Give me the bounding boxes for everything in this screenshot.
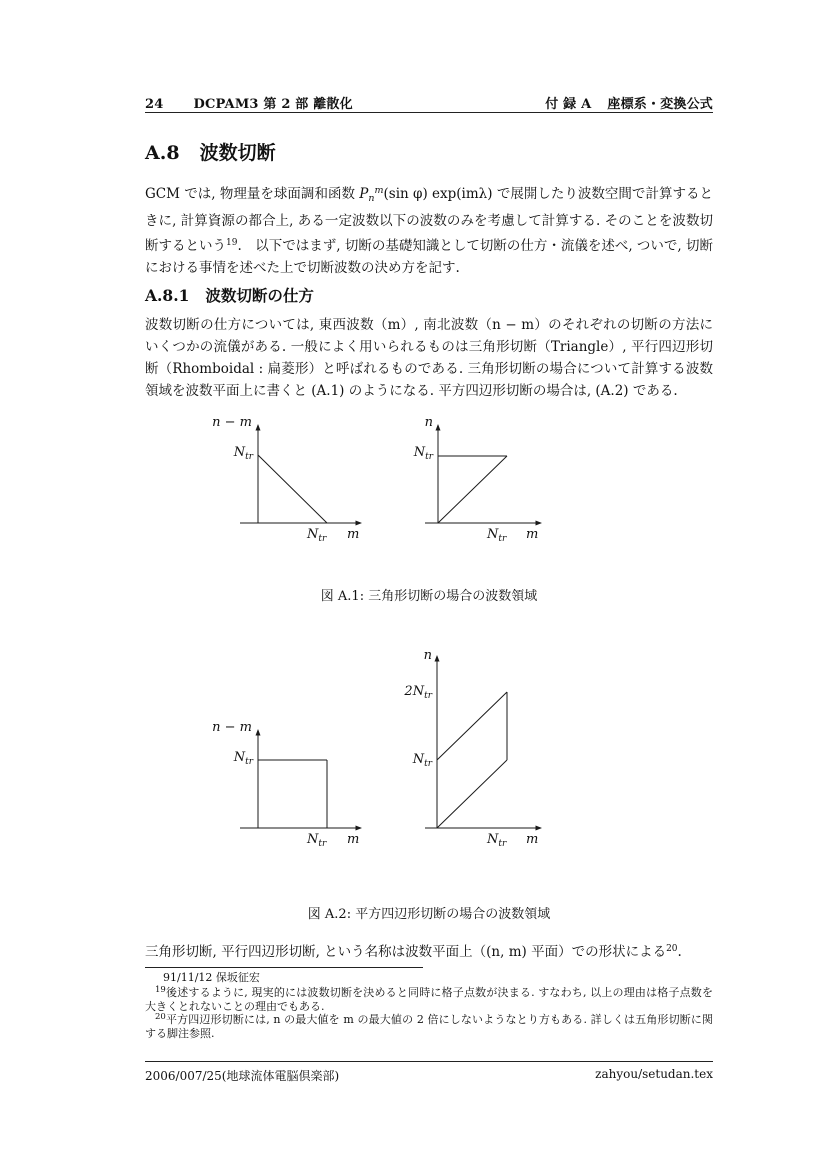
formula-spherical-harmonic-base: P [359, 186, 369, 202]
naming-paragraph [145, 938, 713, 963]
header-right-title: 座標系・変換公式 [607, 97, 713, 112]
page-number: 24 [145, 97, 164, 112]
footnote-ref-20: 20 [666, 944, 678, 954]
footnote-19-marker: 19 [155, 985, 166, 995]
fig1-right-x-tick: $N_{tr}$ [487, 527, 507, 544]
footer-rule [145, 1061, 713, 1062]
fig2-right-y-tick-lower: $N_{tr}$ [412, 752, 432, 769]
fig1-right-y-axis-label: n [424, 415, 433, 430]
method-paragraph: 波数切断の仕方については, 東西波数（m）, 南北波数（n − m）のそれぞれの切断の方法にいくつかの流儀がある. 一般によく用いられるものは三角形切断（Triangle）, 平行四辺形切断（Rhomboidal : 扁菱形）と呼ばれるものである. 三角形切断の場合について計算する波数領域を波数平面上に書くと (A.1) のようになる. 平方四辺形切断の場合は, (A.2) である. [145, 317, 713, 399]
figure-a2 [195, 648, 560, 854]
fig2-right-x-axis-label: m [526, 832, 539, 847]
fig2-right-x-tick: $N_{tr}$ [487, 832, 507, 849]
formula-subscript-n: n [368, 193, 375, 204]
fig2-right-y-tick-upper: $2N_{tr}$ [404, 684, 432, 701]
fig1-right-y-tick: $N_{tr}$ [413, 445, 433, 462]
fig2-left-x-axis-label: m [347, 832, 360, 847]
fig1-right-diagonal [438, 456, 507, 523]
fig1-left-y-axis-label: n − m [212, 415, 252, 430]
section-number: A.8 [145, 142, 180, 164]
fig2-left-y-axis-label: n − m [212, 720, 252, 735]
header-rule [145, 112, 713, 113]
footnote-19-text: 後述するように, 現実的には波数切断を決めると同時に格子点数が決まる. すなわち, 以上の理由は格子点数を大きくとれないことの理由でもある. [145, 986, 713, 1013]
footnote-19 [145, 984, 713, 1013]
fig2-left-y-tick: $N_{tr}$ [233, 750, 253, 767]
header-left-title: DCPAM3 第 2 部 離散化 [193, 97, 353, 112]
intro-paragraph [145, 180, 713, 279]
footnote-20-text: 平方四辺形切断には, n の最大値を m の最大値の 2 倍にしないようなとり方もある. 詳しくは五角形切断に関する脚注参照. [145, 1013, 713, 1040]
section-heading [145, 138, 276, 165]
subsection-number: A.8.1 [145, 286, 190, 305]
subsection-title: 波数切断の仕方 [205, 286, 314, 305]
footnote-credit-line: 91/11/12 保坂征宏 [163, 971, 260, 984]
footnote-20 [145, 1011, 713, 1040]
footer-left: 2006/007/25(地球流体電脳倶楽部) [145, 1069, 340, 1083]
fig2-right-upper-diagonal [437, 692, 507, 760]
header-right [145, 93, 713, 112]
formula-superscript-m: m [374, 185, 384, 196]
subsection-heading [145, 284, 314, 306]
figure-a1 [195, 415, 560, 555]
fig2-left-x-tick: $N_{tr}$ [307, 832, 327, 849]
figure-a2-caption: 図 A.2: 平方四辺形切断の場合の波数領域 [307, 907, 551, 922]
footnote-20-marker: 20 [155, 1012, 166, 1022]
fig1-left-diagonal [258, 455, 327, 523]
naming-text-end: . [677, 944, 682, 960]
footnote-ref-19: 19 [226, 238, 238, 248]
intro-text-2: で展開したり波数空間で計算するときに, 計算資源の都合上, ある一定波数以下の波数のみを考慮して計算する. そのことを波数切断するという [145, 186, 713, 254]
intro-text-3: . 以下ではまず, 切断の基礎知識として切断の仕方・流儀を述べ, ついで, 切断における事情を述べた上で切断波数の決め方を記す. [145, 238, 713, 276]
intro-text-1: GCM では, 物理量を球面調和函数 [145, 186, 360, 202]
footnote-rule [145, 967, 423, 968]
fig1-right-x-axis-label: m [526, 527, 539, 542]
fig2-right-y-axis-label: n [423, 648, 432, 663]
formula-arguments: (sin φ) exp(imλ) [383, 186, 493, 202]
fig2-right-lower-diagonal [437, 760, 507, 828]
header-appendix-label: 付 録 A [545, 97, 592, 112]
fig1-left-x-tick: $N_{tr}$ [307, 527, 327, 544]
figure-a1-caption: 図 A.1: 三角形切断の場合の波数領域 [320, 589, 538, 604]
section-title: 波数切断 [199, 142, 276, 164]
footer-right: zahyou/setudan.tex [595, 1067, 713, 1081]
naming-text: 三角形切断, 平行四辺形切断, という名称は波数平面上（(n, m) 平面）での形状による [145, 944, 667, 960]
fig1-left-x-axis-label: m [347, 527, 360, 542]
fig1-left-y-tick: $N_{tr}$ [233, 445, 253, 462]
